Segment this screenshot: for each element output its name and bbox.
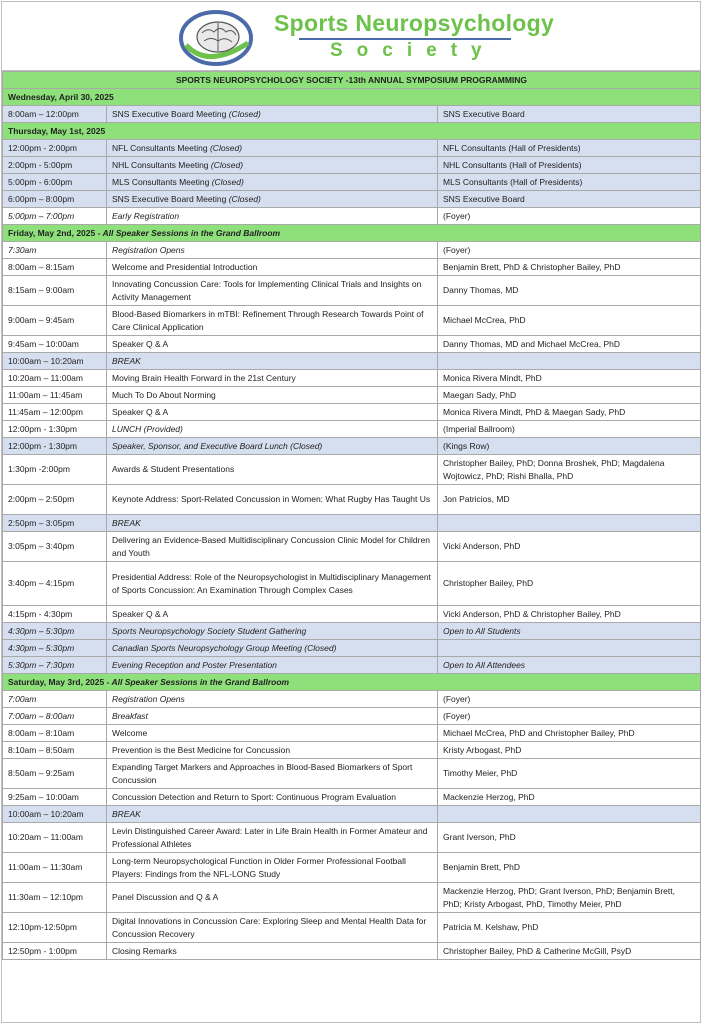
event-cell xyxy=(107,913,438,943)
event-note: (Closed) xyxy=(209,142,243,153)
event-cell xyxy=(107,455,438,485)
event-cell xyxy=(107,515,438,532)
event-title: Moving Brain Health Forward in the 21st Century xyxy=(112,372,296,383)
time-cell: 10:20am – 11:00am xyxy=(3,370,107,387)
event-note: (Closed) xyxy=(210,159,244,170)
event-note: (Closed) xyxy=(211,176,244,187)
event-title: Sports Neuropsychology Society Student Gathering xyxy=(112,625,307,636)
time-cell: 5:30pm – 7:30pm xyxy=(3,657,107,674)
day-title-text: Friday, May 2nd, 2025 xyxy=(8,227,96,238)
time-cell: 12:00pm - 1:30pm xyxy=(3,438,107,455)
event-cell xyxy=(107,106,438,123)
schedule-row xyxy=(3,336,701,353)
event-cell xyxy=(107,691,438,708)
schedule-row xyxy=(3,691,701,708)
schedule-row xyxy=(3,276,701,306)
time-cell: 8:00am – 12:00pm xyxy=(3,106,107,123)
speaker-cell: Benjamin Brett, PhD & Christopher Bailey, PhD xyxy=(438,259,701,276)
event-title: Breakfast xyxy=(112,710,148,721)
schedule-row xyxy=(3,606,701,623)
event-title: Blood-Based Biomarkers in mTBI: Refinement Through Research Towards Point of Care Clinical Application xyxy=(112,309,424,332)
event-title: Closing Remarks xyxy=(112,945,177,956)
time-cell: 5:00pm – 7:00pm xyxy=(3,208,107,225)
event-cell xyxy=(107,562,438,606)
schedule-row xyxy=(3,259,701,276)
org-name: Sports Neuropsychology xyxy=(274,10,555,36)
schedule-row xyxy=(3,759,701,789)
speaker-cell xyxy=(438,515,701,532)
event-note: (Closed) xyxy=(228,193,261,204)
speaker-cell: Danny Thomas, MD xyxy=(438,276,701,306)
speaker-cell: (Imperial Ballroom) xyxy=(438,421,701,438)
speaker-cell: (Kings Row) xyxy=(438,438,701,455)
event-title: BREAK xyxy=(112,517,141,528)
schedule-row xyxy=(3,438,701,455)
day-title xyxy=(3,89,701,106)
time-cell: 2:00pm - 5:00pm xyxy=(3,157,107,174)
speaker-cell: Patricia M. Kelshaw, PhD xyxy=(438,913,701,943)
speaker-cell xyxy=(438,640,701,657)
schedule-row xyxy=(3,106,701,123)
event-title: Evening Reception and Poster Presentation xyxy=(112,659,277,670)
schedule-row xyxy=(3,404,701,421)
event-cell xyxy=(107,640,438,657)
speaker-cell: SNS Executive Board xyxy=(438,191,701,208)
event-cell xyxy=(107,943,438,960)
time-cell: 1:30pm -2:00pm xyxy=(3,455,107,485)
speaker-cell xyxy=(438,353,701,370)
event-title: Prevention is the Best Medicine for Concussion xyxy=(112,744,291,755)
schedule-row xyxy=(3,725,701,742)
event-cell xyxy=(107,485,438,515)
event-title: LUNCH (Provided) xyxy=(112,423,183,434)
event-cell xyxy=(107,421,438,438)
schedule-table xyxy=(2,71,701,960)
schedule-row xyxy=(3,174,701,191)
event-title: Digital Innovations in Concussion Care: Exploring Sleep and Mental Health Data for Concussion Recovery xyxy=(112,916,427,939)
time-cell: 10:20am – 11:00am xyxy=(3,823,107,853)
schedule-row xyxy=(3,306,701,336)
page-header xyxy=(2,2,700,71)
day-header xyxy=(3,123,701,140)
event-title: Delivering an Evidence-Based Multidisciplinary Concussion Clinic Model for Children and Youth xyxy=(112,535,430,558)
schedule-row xyxy=(3,387,701,404)
speaker-cell: MLS Consultants (Hall of Presidents) xyxy=(438,174,701,191)
event-cell xyxy=(107,242,438,259)
time-cell: 7:00am xyxy=(3,691,107,708)
speaker-cell: Grant Iverson, PhD xyxy=(438,823,701,853)
schedule-row xyxy=(3,515,701,532)
schedule-row xyxy=(3,157,701,174)
event-cell xyxy=(107,759,438,789)
event-cell xyxy=(107,174,438,191)
day-header xyxy=(3,225,701,242)
event-title: Concussion Detection and Return to Sport: Continuous Program Evaluation xyxy=(112,791,396,802)
event-cell xyxy=(107,140,438,157)
schedule-row xyxy=(3,742,701,759)
event-title: Registration Opens xyxy=(112,693,185,704)
day-title-note: - All Speaker Sessions in the Grand Ballroom xyxy=(104,676,290,687)
time-cell: 10:00am – 10:20am xyxy=(3,353,107,370)
event-cell xyxy=(107,883,438,913)
speaker-cell: Open to All Attendees xyxy=(438,657,701,674)
time-cell: 2:00pm – 2:50pm xyxy=(3,485,107,515)
event-title: Speaker Q & A xyxy=(112,338,169,349)
org-sub: Society xyxy=(330,40,496,61)
speaker-cell: Christopher Bailey, PhD; Donna Broshek, PhD; Magdalena Wojtowicz, PhD; Rishi Bhalla, PhD xyxy=(438,455,701,485)
speaker-cell: Monica Rivera Mindt, PhD & Maegan Sady, PhD xyxy=(438,404,701,421)
time-cell: 8:50am – 9:25am xyxy=(3,759,107,789)
time-cell: 5:00pm - 6:00pm xyxy=(3,174,107,191)
day-title xyxy=(3,123,701,140)
event-cell xyxy=(107,806,438,823)
time-cell: 3:40pm – 4:15pm xyxy=(3,562,107,606)
speaker-cell: SNS Executive Board xyxy=(438,106,701,123)
event-title: SNS Executive Board Meeting xyxy=(112,108,227,119)
event-title: Registration Opens xyxy=(112,244,185,255)
event-cell xyxy=(107,532,438,562)
schedule-row xyxy=(3,708,701,725)
speaker-cell: Christopher Bailey, PhD xyxy=(438,562,701,606)
event-cell xyxy=(107,336,438,353)
speaker-cell xyxy=(438,806,701,823)
event-title: Panel Discussion and Q & A xyxy=(112,892,219,903)
event-title: Presidential Address: Role of the Neuropsychologist in Multidisciplinary Management of Sports Concussion: An Examination Through Complex Cases xyxy=(112,572,431,595)
time-cell: 12:50pm - 1:00pm xyxy=(3,943,107,960)
event-cell xyxy=(107,657,438,674)
schedule-row xyxy=(3,823,701,853)
speaker-cell: Kristy Arbogast, PhD xyxy=(438,742,701,759)
brain-logo-icon xyxy=(178,7,258,67)
schedule-row xyxy=(3,623,701,640)
event-title: Speaker Q & A xyxy=(112,406,169,417)
time-cell: 9:45am – 10:00am xyxy=(3,336,107,353)
schedule-row xyxy=(3,657,701,674)
event-title: Innovating Concussion Care: Tools for Implementing Clinical Trials and Insights on Activity Management xyxy=(112,279,422,302)
event-cell xyxy=(107,387,438,404)
event-title: Keynote Address: Sport-Related Concussion in Women: What Rugby Has Taught Us xyxy=(112,494,431,505)
time-cell: 4:30pm – 5:30pm xyxy=(3,640,107,657)
speaker-cell: (Foyer) xyxy=(438,708,701,725)
speaker-cell: (Foyer) xyxy=(438,691,701,708)
day-title-text: Wednesday, April 30, 2025 xyxy=(8,91,114,102)
time-cell: 12:10pm-12:50pm xyxy=(3,913,107,943)
time-cell: 6:00pm – 8:00pm xyxy=(3,191,107,208)
speaker-cell: Timothy Meier, PhD xyxy=(438,759,701,789)
speaker-cell: Michael McCrea, PhD and Christopher Bailey, PhD xyxy=(438,725,701,742)
schedule-row xyxy=(3,208,701,225)
schedule-row xyxy=(3,421,701,438)
day-header xyxy=(3,674,701,691)
schedule-row xyxy=(3,455,701,485)
time-cell: 2:50pm – 3:05pm xyxy=(3,515,107,532)
schedule-row xyxy=(3,640,701,657)
event-cell xyxy=(107,708,438,725)
time-cell: 11:00am – 11:45am xyxy=(3,387,107,404)
speaker-cell: Danny Thomas, MD and Michael McCrea, PhD xyxy=(438,336,701,353)
event-title: NFL Consultants Meeting xyxy=(112,142,208,153)
speaker-cell: Michael McCrea, PhD xyxy=(438,306,701,336)
event-title: Much To Do About Norming xyxy=(112,389,216,400)
event-cell xyxy=(107,853,438,883)
speaker-cell: Christopher Bailey, PhD & Catherine McGill, PsyD xyxy=(438,943,701,960)
event-title: NHL Consultants Meeting xyxy=(112,159,209,170)
schedule-row xyxy=(3,140,701,157)
event-title: Levin Distinguished Career Award: Later in Life Brain Health in Former Amateur and Professional Athletes xyxy=(112,826,428,849)
schedule-row xyxy=(3,353,701,370)
event-cell xyxy=(107,370,438,387)
event-cell xyxy=(107,606,438,623)
speaker-cell: Benjamin Brett, PhD xyxy=(438,853,701,883)
event-title: Long-term Neuropsychological Function in Older Former Professional Football Players: Findings from the NFL-LONG Study xyxy=(112,856,406,879)
day-title-text: Saturday, May 3rd, 2025 xyxy=(8,676,105,687)
day-title-text: Thursday, May 1st, 2025 xyxy=(8,125,106,136)
speaker-cell: Jon Patricios, MD xyxy=(438,485,701,515)
event-title: Speaker, Sponsor, and Executive Board Lunch (Closed) xyxy=(112,440,323,451)
event-cell xyxy=(107,438,438,455)
time-cell: 12:00pm - 1:30pm xyxy=(3,421,107,438)
schedule-row xyxy=(3,789,701,806)
schedule-row xyxy=(3,943,701,960)
speaker-cell: Vicki Anderson, PhD & Christopher Bailey, PhD xyxy=(438,606,701,623)
event-cell xyxy=(107,208,438,225)
speaker-cell: Vicki Anderson, PhD xyxy=(438,532,701,562)
event-cell xyxy=(107,823,438,853)
event-title: Awards & Student Presentations xyxy=(112,464,235,475)
event-title: Welcome xyxy=(112,727,148,738)
schedule-row xyxy=(3,913,701,943)
time-cell: 4:30pm – 5:30pm xyxy=(3,623,107,640)
day-title-note: - All Speaker Sessions in the Grand Ballroom xyxy=(95,227,281,238)
event-title: BREAK xyxy=(112,808,141,819)
speaker-cell: Mackenzie Herzog, PhD; Grant Iverson, PhD; Benjamin Brett, PhD; Kristy Arbogast, PhD, Timothy Meier, PhD xyxy=(438,883,701,913)
schedule-row xyxy=(3,242,701,259)
time-cell: 10:00am – 10:20am xyxy=(3,806,107,823)
event-title: SNS Executive Board Meeting xyxy=(112,193,227,204)
event-cell xyxy=(107,353,438,370)
event-cell xyxy=(107,276,438,306)
schedule-row xyxy=(3,532,701,562)
schedule-row xyxy=(3,562,701,606)
time-cell: 11:45am – 12:00pm xyxy=(3,404,107,421)
schedule-row xyxy=(3,806,701,823)
event-title: MLS Consultants Meeting xyxy=(112,176,210,187)
banner-text: SPORTS NEUROPSYCHOLOGY SOCIETY -13th ANNUAL SYMPOSIUM PROGRAMMING xyxy=(3,72,701,89)
event-title: Speaker Q & A xyxy=(112,608,169,619)
day-title xyxy=(3,225,701,242)
time-cell: 9:00am – 9:45am xyxy=(3,306,107,336)
schedule-row xyxy=(3,191,701,208)
event-title: Early Registration xyxy=(112,210,180,221)
time-cell: 3:05pm – 3:40pm xyxy=(3,532,107,562)
time-cell: 7:00am – 8:00am xyxy=(3,708,107,725)
speaker-cell: NFL Consultants (Hall of Presidents) xyxy=(438,140,701,157)
event-cell xyxy=(107,742,438,759)
event-title: Expanding Target Markers and Approaches in Blood-Based Biomarkers of Sport Concussion xyxy=(112,762,413,785)
event-cell xyxy=(107,191,438,208)
speaker-cell: Monica Rivera Mindt, PhD xyxy=(438,370,701,387)
event-cell xyxy=(107,157,438,174)
speaker-cell: Maegan Sady, PhD xyxy=(438,387,701,404)
time-cell: 12:00pm - 2:00pm xyxy=(3,140,107,157)
event-title: Welcome and Presidential Introduction xyxy=(112,261,258,272)
day-header xyxy=(3,89,701,106)
speaker-cell: NHL Consultants (Hall of Presidents) xyxy=(438,157,701,174)
event-cell xyxy=(107,623,438,640)
event-title: BREAK xyxy=(112,355,141,366)
day-title xyxy=(3,674,701,691)
time-cell: 8:15am – 9:00am xyxy=(3,276,107,306)
speaker-cell: (Foyer) xyxy=(438,242,701,259)
speaker-cell: (Foyer) xyxy=(438,208,701,225)
event-cell xyxy=(107,404,438,421)
schedule-row xyxy=(3,853,701,883)
speaker-cell: Open to All Students xyxy=(438,623,701,640)
time-cell: 11:30am – 12:10pm xyxy=(3,883,107,913)
time-cell: 9:25am – 10:00am xyxy=(3,789,107,806)
event-title: Canadian Sports Neuropsychology Group Meeting (Closed) xyxy=(112,642,337,653)
event-cell xyxy=(107,259,438,276)
event-cell xyxy=(107,306,438,336)
time-cell: 8:00am – 8:15am xyxy=(3,259,107,276)
time-cell: 8:10am – 8:50am xyxy=(3,742,107,759)
time-cell: 11:00am – 11:30am xyxy=(3,853,107,883)
program-page xyxy=(1,1,701,1023)
time-cell: 4:15pm - 4:30pm xyxy=(3,606,107,623)
speaker-cell: Mackenzie Herzog, PhD xyxy=(438,789,701,806)
event-cell xyxy=(107,789,438,806)
schedule-row xyxy=(3,485,701,515)
time-cell: 8:00am – 8:10am xyxy=(3,725,107,742)
event-note: (Closed) xyxy=(228,108,261,119)
schedule-row xyxy=(3,883,701,913)
event-cell xyxy=(107,725,438,742)
program-banner xyxy=(3,72,701,89)
schedule-row xyxy=(3,370,701,387)
time-cell: 7:30am xyxy=(3,242,107,259)
